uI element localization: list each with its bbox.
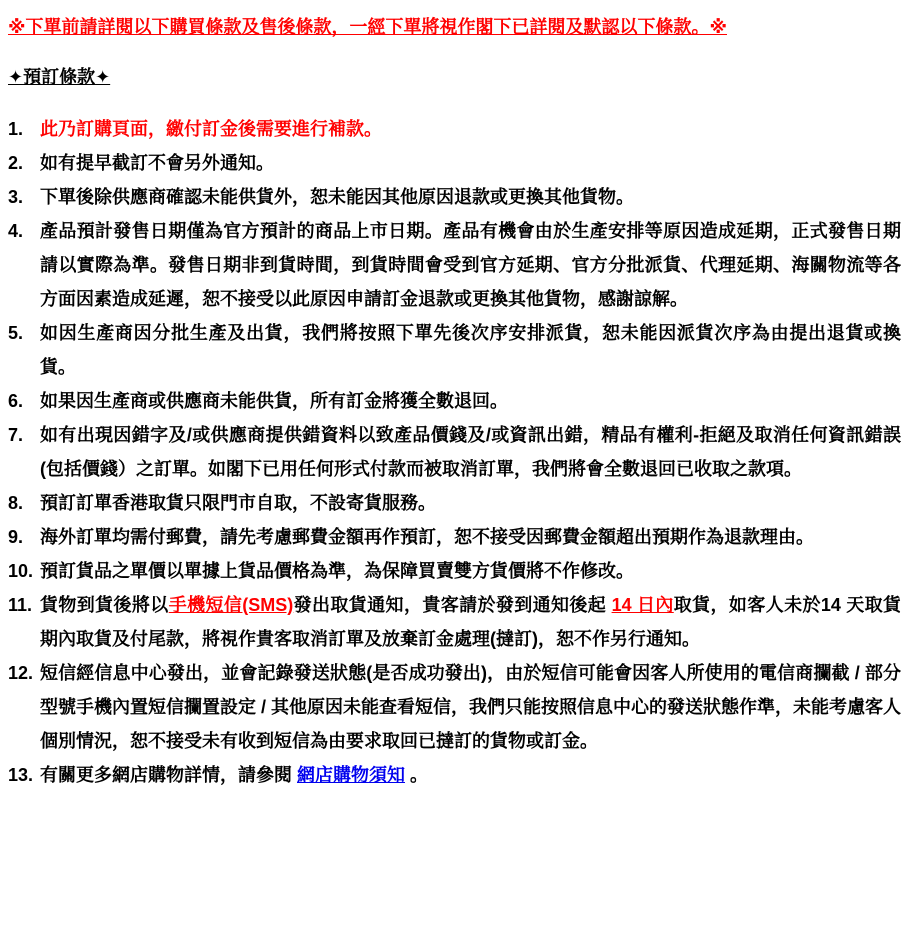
term-number: 11. — [8, 595, 33, 615]
term-item-7 — [8, 418, 901, 486]
term-item-13 — [8, 758, 901, 792]
pre-order-warning-banner: ※下單前請詳閱以下購買條款及售後條款，一經下單將視作閣下已詳閱及默認以下條款。※ — [8, 17, 727, 37]
term-segment: 如因生產商因分批生產及出貨，我們將按照下單先後次序安排派貨，恕未能因派貨次序為由提出退貨或換貨。 — [40, 323, 901, 377]
term-text — [40, 520, 901, 554]
term-text — [40, 486, 901, 520]
term-number: 6. — [8, 391, 24, 411]
term-number: 5. — [8, 323, 24, 343]
term-item-4 — [8, 214, 901, 316]
term-text — [40, 588, 901, 656]
term-segment: 短信經信息中心發出，並會記錄發送狀態(是否成功發出)，由於短信可能會因客人所使用的電信商攔截 / 部分型號手機內置短信攔置設定 / 其他原因未能查看短信，我們只能按照信息中心的發送狀態作準，未能考慮客人個別情況，恕不接受未有收到短信為由要求取回已撻訂的貨物或訂金。 — [40, 663, 901, 751]
term-segment: 發出取貨通知，貴客請於發到通知後起 — [293, 595, 612, 615]
term-item-8 — [8, 486, 901, 520]
term-segment: 14 日內 — [611, 595, 674, 615]
term-text — [40, 554, 901, 588]
term-text — [40, 180, 901, 214]
term-item-9 — [8, 520, 901, 554]
term-segment: 預訂訂單香港取貨只限門市自取，不設寄貨服務。 — [40, 493, 436, 513]
term-number: 2. — [8, 153, 24, 173]
term-segment: 有關更多網店購物詳情，請參閱 — [40, 765, 297, 785]
term-segment: 取貨，如客人未於14 天取貨期內取貨及付尾款，將視作貴客取消訂單及放棄訂金處理(撻訂)，恕不作另行通知。 — [40, 595, 902, 649]
term-segment: 如果因生產商或供應商未能供貨，所有訂金將獲全數退回。 — [40, 391, 508, 411]
term-item-2 — [8, 146, 901, 180]
shop-guide-link[interactable]: 網店購物須知 — [297, 765, 405, 785]
term-text — [40, 758, 901, 792]
term-segment: 如有出現因錯字及/或供應商提供錯資料以致產品價錢及/或資訊出錯，精品有權利-拒絕及取消任何資訊錯誤(包括價錢）之訂單。如閣下已用任何形式付款而被取消訂單，我們將會全數退回已收取之款項。 — [40, 425, 901, 479]
term-number: 1. — [8, 119, 24, 139]
term-text — [40, 418, 901, 486]
term-segment: 此乃訂購頁面，繳付訂金後需要進行補款。 — [40, 119, 382, 139]
term-segment: 手機短信(SMS) — [168, 595, 294, 615]
term-item-1 — [8, 112, 901, 146]
term-number: 8. — [8, 493, 24, 513]
term-number: 12. — [8, 663, 34, 683]
term-segment: 。 — [405, 765, 429, 785]
term-segment: 貨物到貨後將以 — [40, 595, 169, 615]
term-segment: 預訂貨品之單價以單據上貨品價格為準，為保障買賣雙方貨價將不作修改。 — [40, 561, 634, 581]
term-text — [40, 656, 901, 758]
preorder-terms-heading: ✦預訂條款✦ — [8, 67, 111, 87]
term-number: 10. — [8, 561, 34, 581]
term-text — [40, 384, 901, 418]
term-text — [40, 316, 901, 384]
term-number: 7. — [8, 425, 24, 445]
term-item-5 — [8, 316, 901, 384]
term-text — [40, 214, 901, 316]
terms-list — [8, 112, 901, 792]
term-item-10 — [8, 554, 901, 588]
term-segment: 海外訂單均需付郵費，請先考慮郵費金額再作預訂，恕不接受因郵費金額超出預期作為退款理由。 — [40, 527, 814, 547]
term-item-3 — [8, 180, 901, 214]
term-segment: 下單後除供應商確認未能供貨外，恕未能因其他原因退款或更換其他貨物。 — [40, 187, 634, 207]
term-item-6 — [8, 384, 901, 418]
term-number: 13. — [8, 765, 34, 785]
term-text — [40, 112, 901, 146]
term-number: 3. — [8, 187, 24, 207]
term-item-11 — [8, 588, 901, 656]
term-item-12 — [8, 656, 901, 758]
term-number: 4. — [8, 221, 24, 241]
term-text — [40, 146, 901, 180]
term-segment: 如有提早截訂不會另外通知。 — [40, 153, 274, 173]
preorder-terms-page — [8, 12, 901, 792]
term-number: 9. — [8, 527, 24, 547]
term-segment: 產品預計發售日期僅為官方預計的商品上市日期。產品有機會由於生產安排等原因造成延期，正式發售日期請以實際為準。發售日期非到貨時間，到貨時間會受到官方延期、官方分批派貨、代理延期、海關物流等各方面因素造成延遲，恕不接受以此原因申請訂金退款或更換其他貨物，感謝諒解。 — [40, 221, 901, 309]
